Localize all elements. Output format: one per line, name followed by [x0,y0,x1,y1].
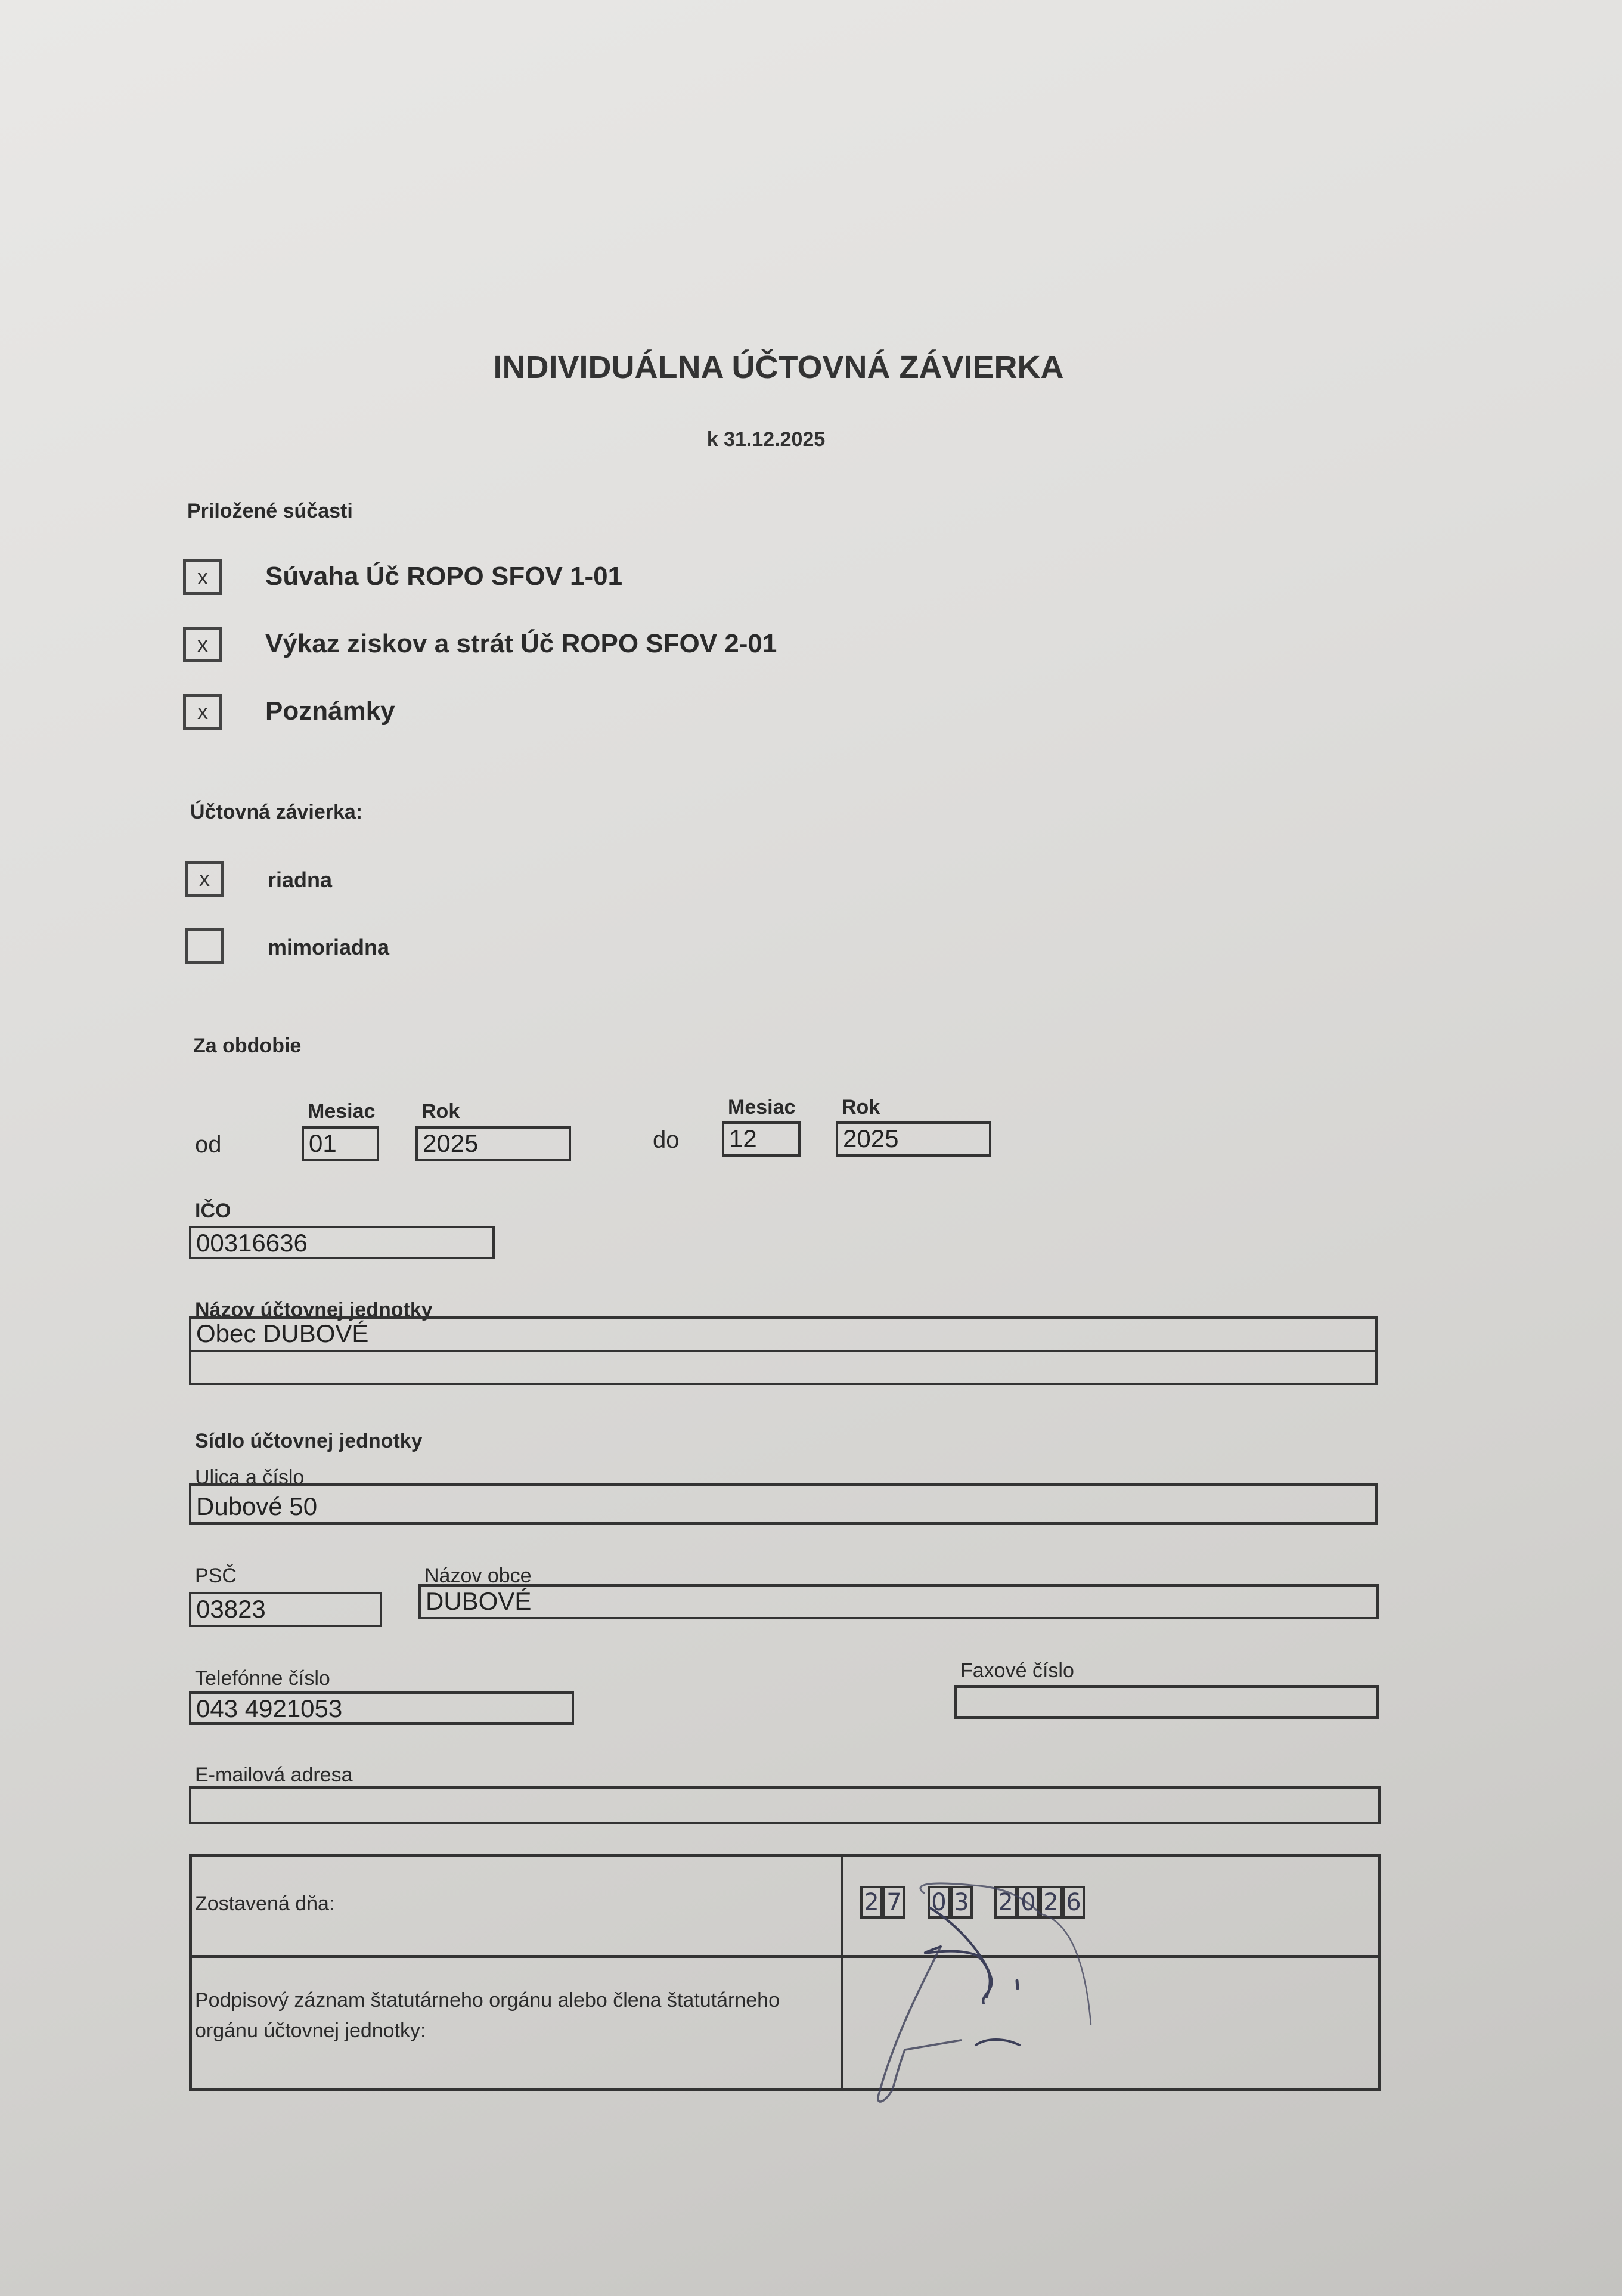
entity-name-label: Názov účtovnej jednotky [195,1299,433,1321]
email-field[interactable] [189,1786,1381,1824]
to-month-label: Mesiac [728,1096,796,1118]
town-field[interactable]: DUBOVÉ [418,1584,1379,1619]
year-digit-2[interactable]: 0 [1017,1886,1040,1919]
signature-label-line2: orgánu účtovnej jednotky: [195,2019,426,2042]
fax-field[interactable] [954,1685,1379,1719]
checkbox-profit-loss[interactable]: x [183,627,222,662]
year-digit-1[interactable]: 2 [994,1886,1017,1919]
ico-label: IČO [195,1200,231,1222]
from-year-field[interactable]: 2025 [415,1126,571,1161]
day-digit-1[interactable]: 2 [860,1886,883,1919]
phone-label: Telefónne číslo [195,1667,330,1690]
option-regular: riadna [268,867,333,892]
attached-item-profit-loss: Výkaz ziskov a strát Úč ROPO SFOV 2-01 [265,629,777,658]
entity-name-line2-field[interactable] [189,1350,1378,1385]
to-year-label: Rok [842,1096,880,1118]
year-digit-3[interactable]: 2 [1040,1886,1062,1919]
to-month-field[interactable]: 12 [722,1121,801,1157]
psc-field[interactable]: 03823 [189,1592,382,1627]
signature-label-line1: Podpisový záznam štatutárneho orgánu alebo člena štatutárneho [195,1989,780,2012]
phone-field[interactable]: 043 4921053 [189,1691,574,1725]
fax-label: Faxové číslo [960,1659,1074,1682]
entity-name-line1-field[interactable]: Obec DUBOVÉ [189,1316,1378,1352]
month-digit-1[interactable]: 0 [928,1886,950,1919]
psc-label: PSČ [195,1564,237,1587]
document-title: INDIVIDUÁLNA ÚČTOVNÁ ZÁVIERKA [493,349,1064,385]
checkbox-balance-sheet[interactable]: x [183,559,222,595]
street-field[interactable]: Dubové 50 [189,1483,1378,1525]
year-digit-4[interactable]: 6 [1062,1886,1085,1919]
street-label: Ulica a číslo [195,1466,305,1489]
option-extraordinary: mimoriadna [268,935,390,959]
seat-label: Sídlo účtovnej jednotky [195,1430,423,1452]
checkbox-notes[interactable]: x [183,694,222,730]
to-year-field[interactable]: 2025 [836,1121,991,1157]
as-of-date: k 31.12.2025 [706,428,826,451]
attached-parts-label: Priložené súčasti [187,500,353,522]
handwritten-signature [835,1848,1371,2182]
to-label: do [653,1127,680,1153]
ico-field[interactable]: 00316636 [189,1226,495,1259]
from-month-label: Mesiac [308,1100,376,1123]
compiled-date-label: Zostavená dňa: [195,1892,335,1915]
period-label: Za obdobie [193,1034,302,1057]
from-label: od [195,1132,222,1158]
from-month-field[interactable]: 01 [302,1126,379,1161]
checkbox-regular[interactable]: x [185,861,224,897]
town-label: Názov obce [424,1564,532,1587]
from-year-label: Rok [421,1100,460,1123]
statement-type-label: Účtovná závierka: [190,801,363,823]
email-label: E-mailová adresa [195,1764,353,1786]
attached-item-balance-sheet: Súvaha Úč ROPO SFOV 1-01 [265,562,623,591]
month-digit-2[interactable]: 3 [950,1886,973,1919]
checkbox-extraordinary[interactable] [185,928,224,964]
day-digit-2[interactable]: 7 [883,1886,905,1919]
attached-item-notes: Poznámky [265,696,395,726]
